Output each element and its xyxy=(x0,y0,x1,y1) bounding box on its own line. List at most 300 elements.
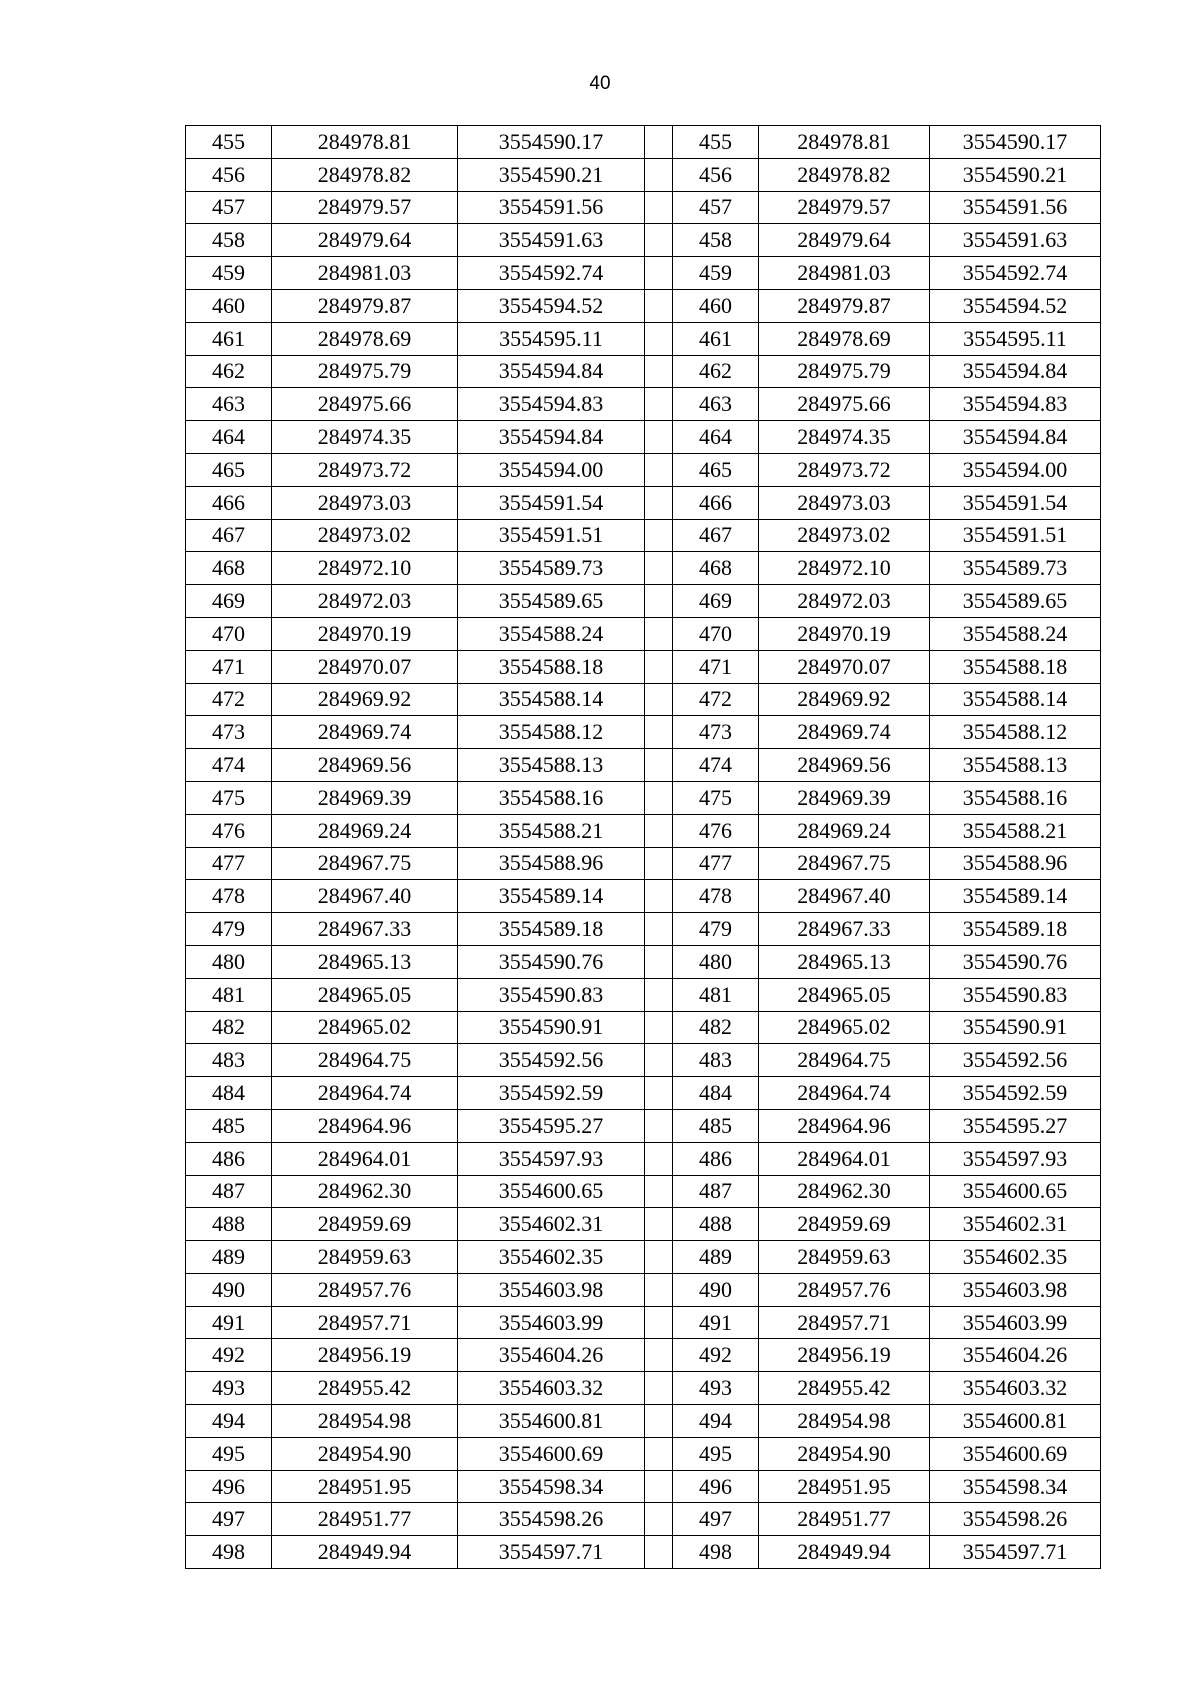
y-coordinate-cell: 3554589.18 xyxy=(930,913,1101,946)
spacer-cell xyxy=(645,617,673,650)
spacer-cell xyxy=(645,1011,673,1044)
point-number-cell: 494 xyxy=(186,1405,272,1438)
x-coordinate-cell: 284956.19 xyxy=(272,1339,458,1372)
table-row xyxy=(186,847,1101,880)
point-number-cell: 486 xyxy=(673,1142,759,1175)
x-coordinate-cell: 284967.75 xyxy=(759,847,930,880)
spacer-cell xyxy=(645,355,673,388)
y-coordinate-cell: 3554597.93 xyxy=(930,1142,1101,1175)
table-row xyxy=(186,1536,1101,1569)
x-coordinate-cell: 284957.76 xyxy=(272,1273,458,1306)
x-coordinate-cell: 284951.95 xyxy=(759,1470,930,1503)
point-number-cell: 473 xyxy=(673,716,759,749)
point-number-cell: 471 xyxy=(186,650,272,683)
y-coordinate-cell: 3554604.26 xyxy=(458,1339,645,1372)
point-number-cell: 477 xyxy=(673,847,759,880)
y-coordinate-cell: 3554603.99 xyxy=(458,1306,645,1339)
spacer-cell xyxy=(645,880,673,913)
x-coordinate-cell: 284972.03 xyxy=(759,585,930,618)
x-coordinate-cell: 284954.98 xyxy=(759,1405,930,1438)
spacer-cell xyxy=(645,552,673,585)
spacer-cell xyxy=(645,257,673,290)
y-coordinate-cell: 3554588.14 xyxy=(930,683,1101,716)
spacer-cell xyxy=(645,814,673,847)
page-number: 40 xyxy=(589,73,611,94)
y-coordinate-cell: 3554589.73 xyxy=(930,552,1101,585)
x-coordinate-cell: 284964.01 xyxy=(272,1142,458,1175)
x-coordinate-cell: 284975.66 xyxy=(272,388,458,421)
y-coordinate-cell: 3554588.96 xyxy=(930,847,1101,880)
point-number-cell: 482 xyxy=(673,1011,759,1044)
y-coordinate-cell: 3554594.52 xyxy=(930,289,1101,322)
table-row xyxy=(186,126,1101,159)
table-row xyxy=(186,1437,1101,1470)
y-coordinate-cell: 3554603.98 xyxy=(930,1273,1101,1306)
y-coordinate-cell: 3554590.83 xyxy=(930,978,1101,1011)
point-number-cell: 463 xyxy=(673,388,759,421)
y-coordinate-cell: 3554602.35 xyxy=(930,1241,1101,1274)
x-coordinate-cell: 284978.69 xyxy=(272,322,458,355)
x-coordinate-cell: 284973.03 xyxy=(759,486,930,519)
spacer-cell xyxy=(645,1372,673,1405)
x-coordinate-cell: 284979.64 xyxy=(272,224,458,257)
x-coordinate-cell: 284969.92 xyxy=(759,683,930,716)
point-number-cell: 478 xyxy=(673,880,759,913)
y-coordinate-cell: 3554600.65 xyxy=(458,1175,645,1208)
spacer-cell xyxy=(645,421,673,454)
y-coordinate-cell: 3554594.83 xyxy=(930,388,1101,421)
y-coordinate-cell: 3554595.27 xyxy=(458,1109,645,1142)
x-coordinate-cell: 284964.74 xyxy=(272,1077,458,1110)
x-coordinate-cell: 284972.10 xyxy=(759,552,930,585)
point-number-cell: 483 xyxy=(673,1044,759,1077)
table-row xyxy=(186,224,1101,257)
point-number-cell: 467 xyxy=(673,519,759,552)
point-number-cell: 486 xyxy=(186,1142,272,1175)
x-coordinate-cell: 284955.42 xyxy=(272,1372,458,1405)
y-coordinate-cell: 3554594.52 xyxy=(458,289,645,322)
y-coordinate-cell: 3554597.93 xyxy=(458,1142,645,1175)
x-coordinate-cell: 284956.19 xyxy=(759,1339,930,1372)
point-number-cell: 474 xyxy=(673,749,759,782)
spacer-cell xyxy=(645,191,673,224)
x-coordinate-cell: 284949.94 xyxy=(759,1536,930,1569)
x-coordinate-cell: 284970.19 xyxy=(272,617,458,650)
spacer-cell xyxy=(645,1241,673,1274)
y-coordinate-cell: 3554591.51 xyxy=(458,519,645,552)
point-number-cell: 484 xyxy=(673,1077,759,1110)
x-coordinate-cell: 284973.03 xyxy=(272,486,458,519)
table-row xyxy=(186,978,1101,1011)
table-row xyxy=(186,1142,1101,1175)
y-coordinate-cell: 3554588.18 xyxy=(458,650,645,683)
y-coordinate-cell: 3554588.21 xyxy=(930,814,1101,847)
y-coordinate-cell: 3554590.76 xyxy=(458,945,645,978)
y-coordinate-cell: 3554588.24 xyxy=(458,617,645,650)
table-row xyxy=(186,1109,1101,1142)
point-number-cell: 497 xyxy=(673,1503,759,1536)
x-coordinate-cell: 284972.10 xyxy=(272,552,458,585)
point-number-cell: 466 xyxy=(186,486,272,519)
x-coordinate-cell: 284978.82 xyxy=(272,158,458,191)
x-coordinate-cell: 284965.02 xyxy=(272,1011,458,1044)
table-row xyxy=(186,913,1101,946)
x-coordinate-cell: 284969.24 xyxy=(759,814,930,847)
point-number-cell: 496 xyxy=(186,1470,272,1503)
x-coordinate-cell: 284978.81 xyxy=(272,126,458,159)
y-coordinate-cell: 3554589.73 xyxy=(458,552,645,585)
spacer-cell xyxy=(645,650,673,683)
table-row xyxy=(186,158,1101,191)
table-row xyxy=(186,1470,1101,1503)
y-coordinate-cell: 3554594.84 xyxy=(930,421,1101,454)
x-coordinate-cell: 284959.69 xyxy=(272,1208,458,1241)
y-coordinate-cell: 3554603.32 xyxy=(458,1372,645,1405)
point-number-cell: 497 xyxy=(186,1503,272,1536)
y-coordinate-cell: 3554595.27 xyxy=(930,1109,1101,1142)
x-coordinate-cell: 284974.35 xyxy=(272,421,458,454)
y-coordinate-cell: 3554590.83 xyxy=(458,978,645,1011)
spacer-cell xyxy=(645,683,673,716)
point-number-cell: 482 xyxy=(186,1011,272,1044)
y-coordinate-cell: 3554589.65 xyxy=(458,585,645,618)
y-coordinate-cell: 3554594.84 xyxy=(458,421,645,454)
point-number-cell: 493 xyxy=(673,1372,759,1405)
x-coordinate-cell: 284967.33 xyxy=(759,913,930,946)
y-coordinate-cell: 3554591.63 xyxy=(930,224,1101,257)
point-number-cell: 472 xyxy=(186,683,272,716)
y-coordinate-cell: 3554594.00 xyxy=(458,453,645,486)
table-row xyxy=(186,1306,1101,1339)
spacer-cell xyxy=(645,781,673,814)
x-coordinate-cell: 284959.63 xyxy=(759,1241,930,1274)
y-coordinate-cell: 3554602.31 xyxy=(930,1208,1101,1241)
x-coordinate-cell: 284972.03 xyxy=(272,585,458,618)
table-row xyxy=(186,585,1101,618)
y-coordinate-cell: 3554590.76 xyxy=(930,945,1101,978)
y-coordinate-cell: 3554591.54 xyxy=(458,486,645,519)
table-row xyxy=(186,322,1101,355)
x-coordinate-cell: 284957.71 xyxy=(272,1306,458,1339)
x-coordinate-cell: 284973.72 xyxy=(272,453,458,486)
y-coordinate-cell: 3554590.91 xyxy=(930,1011,1101,1044)
y-coordinate-cell: 3554592.56 xyxy=(458,1044,645,1077)
point-number-cell: 456 xyxy=(186,158,272,191)
x-coordinate-cell: 284949.94 xyxy=(272,1536,458,1569)
x-coordinate-cell: 284969.74 xyxy=(272,716,458,749)
point-number-cell: 461 xyxy=(186,322,272,355)
y-coordinate-cell: 3554591.63 xyxy=(458,224,645,257)
point-number-cell: 470 xyxy=(186,617,272,650)
table-row xyxy=(186,1044,1101,1077)
table-row xyxy=(186,1503,1101,1536)
spacer-cell xyxy=(645,1175,673,1208)
y-coordinate-cell: 3554590.17 xyxy=(930,126,1101,159)
point-number-cell: 460 xyxy=(673,289,759,322)
point-number-cell: 476 xyxy=(186,814,272,847)
table-row xyxy=(186,191,1101,224)
point-number-cell: 469 xyxy=(186,585,272,618)
point-number-cell: 489 xyxy=(673,1241,759,1274)
point-number-cell: 468 xyxy=(673,552,759,585)
y-coordinate-cell: 3554604.26 xyxy=(930,1339,1101,1372)
y-coordinate-cell: 3554589.14 xyxy=(458,880,645,913)
y-coordinate-cell: 3554598.26 xyxy=(930,1503,1101,1536)
table-row xyxy=(186,716,1101,749)
x-coordinate-cell: 284965.13 xyxy=(272,945,458,978)
point-number-cell: 493 xyxy=(186,1372,272,1405)
x-coordinate-cell: 284970.19 xyxy=(759,617,930,650)
y-coordinate-cell: 3554600.65 xyxy=(930,1175,1101,1208)
x-coordinate-cell: 284964.75 xyxy=(272,1044,458,1077)
table-row xyxy=(186,1208,1101,1241)
point-number-cell: 462 xyxy=(186,355,272,388)
x-coordinate-cell: 284965.05 xyxy=(272,978,458,1011)
point-number-cell: 455 xyxy=(673,126,759,159)
point-number-cell: 469 xyxy=(673,585,759,618)
spacer-cell xyxy=(645,1142,673,1175)
point-number-cell: 479 xyxy=(673,913,759,946)
point-number-cell: 475 xyxy=(186,781,272,814)
spacer-cell xyxy=(645,224,673,257)
coordinate-table xyxy=(185,125,1101,1569)
y-coordinate-cell: 3554600.81 xyxy=(930,1405,1101,1438)
point-number-cell: 465 xyxy=(673,453,759,486)
y-coordinate-cell: 3554591.56 xyxy=(930,191,1101,224)
point-number-cell: 457 xyxy=(186,191,272,224)
x-coordinate-cell: 284951.77 xyxy=(272,1503,458,1536)
point-number-cell: 455 xyxy=(186,126,272,159)
y-coordinate-cell: 3554588.14 xyxy=(458,683,645,716)
point-number-cell: 483 xyxy=(186,1044,272,1077)
point-number-cell: 480 xyxy=(673,945,759,978)
y-coordinate-cell: 3554590.21 xyxy=(930,158,1101,191)
point-number-cell: 458 xyxy=(673,224,759,257)
table-row xyxy=(186,552,1101,585)
x-coordinate-cell: 284962.30 xyxy=(272,1175,458,1208)
y-coordinate-cell: 3554594.00 xyxy=(930,453,1101,486)
x-coordinate-cell: 284954.90 xyxy=(272,1437,458,1470)
point-number-cell: 492 xyxy=(186,1339,272,1372)
x-coordinate-cell: 284967.75 xyxy=(272,847,458,880)
point-number-cell: 459 xyxy=(186,257,272,290)
table-row xyxy=(186,453,1101,486)
x-coordinate-cell: 284973.02 xyxy=(759,519,930,552)
y-coordinate-cell: 3554588.16 xyxy=(930,781,1101,814)
point-number-cell: 459 xyxy=(673,257,759,290)
point-number-cell: 465 xyxy=(186,453,272,486)
y-coordinate-cell: 3554590.91 xyxy=(458,1011,645,1044)
x-coordinate-cell: 284979.87 xyxy=(759,289,930,322)
y-coordinate-cell: 3554597.71 xyxy=(930,1536,1101,1569)
x-coordinate-cell: 284951.95 xyxy=(272,1470,458,1503)
table-row xyxy=(186,1339,1101,1372)
x-coordinate-cell: 284975.66 xyxy=(759,388,930,421)
x-coordinate-cell: 284981.03 xyxy=(272,257,458,290)
x-coordinate-cell: 284964.96 xyxy=(759,1109,930,1142)
y-coordinate-cell: 3554602.31 xyxy=(458,1208,645,1241)
y-coordinate-cell: 3554591.54 xyxy=(930,486,1101,519)
point-number-cell: 480 xyxy=(186,945,272,978)
spacer-cell xyxy=(645,1044,673,1077)
y-coordinate-cell: 3554588.12 xyxy=(930,716,1101,749)
x-coordinate-cell: 284967.40 xyxy=(759,880,930,913)
spacer-cell xyxy=(645,1437,673,1470)
table-row xyxy=(186,781,1101,814)
x-coordinate-cell: 284962.30 xyxy=(759,1175,930,1208)
point-number-cell: 471 xyxy=(673,650,759,683)
x-coordinate-cell: 284964.74 xyxy=(759,1077,930,1110)
point-number-cell: 456 xyxy=(673,158,759,191)
spacer-cell xyxy=(645,519,673,552)
point-number-cell: 496 xyxy=(673,1470,759,1503)
y-coordinate-cell: 3554600.81 xyxy=(458,1405,645,1438)
x-coordinate-cell: 284969.39 xyxy=(759,781,930,814)
y-coordinate-cell: 3554588.21 xyxy=(458,814,645,847)
y-coordinate-cell: 3554589.18 xyxy=(458,913,645,946)
y-coordinate-cell: 3554594.83 xyxy=(458,388,645,421)
spacer-cell xyxy=(645,1273,673,1306)
x-coordinate-cell: 284969.92 xyxy=(272,683,458,716)
x-coordinate-cell: 284967.40 xyxy=(272,880,458,913)
coordinate-table-body xyxy=(186,126,1101,1569)
spacer-cell xyxy=(645,126,673,159)
y-coordinate-cell: 3554595.11 xyxy=(930,322,1101,355)
x-coordinate-cell: 284979.87 xyxy=(272,289,458,322)
point-number-cell: 463 xyxy=(186,388,272,421)
point-number-cell: 477 xyxy=(186,847,272,880)
y-coordinate-cell: 3554588.18 xyxy=(930,650,1101,683)
table-row xyxy=(186,1077,1101,1110)
point-number-cell: 488 xyxy=(673,1208,759,1241)
point-number-cell: 478 xyxy=(186,880,272,913)
y-coordinate-cell: 3554592.59 xyxy=(930,1077,1101,1110)
spacer-cell xyxy=(645,1503,673,1536)
table-row xyxy=(186,355,1101,388)
spacer-cell xyxy=(645,1109,673,1142)
x-coordinate-cell: 284975.79 xyxy=(272,355,458,388)
y-coordinate-cell: 3554589.14 xyxy=(930,880,1101,913)
spacer-cell xyxy=(645,1405,673,1438)
table-row xyxy=(186,1372,1101,1405)
x-coordinate-cell: 284954.90 xyxy=(759,1437,930,1470)
x-coordinate-cell: 284979.57 xyxy=(759,191,930,224)
y-coordinate-cell: 3554592.74 xyxy=(930,257,1101,290)
table-row xyxy=(186,519,1101,552)
y-coordinate-cell: 3554598.34 xyxy=(458,1470,645,1503)
table-row xyxy=(186,617,1101,650)
x-coordinate-cell: 284978.82 xyxy=(759,158,930,191)
point-number-cell: 498 xyxy=(673,1536,759,1569)
point-number-cell: 489 xyxy=(186,1241,272,1274)
y-coordinate-cell: 3554595.11 xyxy=(458,322,645,355)
x-coordinate-cell: 284965.13 xyxy=(759,945,930,978)
point-number-cell: 467 xyxy=(186,519,272,552)
spacer-cell xyxy=(645,978,673,1011)
point-number-cell: 491 xyxy=(673,1306,759,1339)
table-row xyxy=(186,1405,1101,1438)
x-coordinate-cell: 284967.33 xyxy=(272,913,458,946)
y-coordinate-cell: 3554592.74 xyxy=(458,257,645,290)
spacer-cell xyxy=(645,913,673,946)
y-coordinate-cell: 3554603.98 xyxy=(458,1273,645,1306)
y-coordinate-cell: 3554590.17 xyxy=(458,126,645,159)
y-coordinate-cell: 3554603.99 xyxy=(930,1306,1101,1339)
spacer-cell xyxy=(645,1306,673,1339)
spacer-cell xyxy=(645,158,673,191)
spacer-cell xyxy=(645,716,673,749)
x-coordinate-cell: 284981.03 xyxy=(759,257,930,290)
y-coordinate-cell: 3554590.21 xyxy=(458,158,645,191)
point-number-cell: 464 xyxy=(673,421,759,454)
point-number-cell: 487 xyxy=(186,1175,272,1208)
table-row xyxy=(186,421,1101,454)
y-coordinate-cell: 3554598.34 xyxy=(930,1470,1101,1503)
point-number-cell: 490 xyxy=(186,1273,272,1306)
point-number-cell: 472 xyxy=(673,683,759,716)
x-coordinate-cell: 284964.01 xyxy=(759,1142,930,1175)
x-coordinate-cell: 284970.07 xyxy=(759,650,930,683)
x-coordinate-cell: 284970.07 xyxy=(272,650,458,683)
x-coordinate-cell: 284969.74 xyxy=(759,716,930,749)
point-number-cell: 492 xyxy=(673,1339,759,1372)
x-coordinate-cell: 284959.69 xyxy=(759,1208,930,1241)
point-number-cell: 498 xyxy=(186,1536,272,1569)
y-coordinate-cell: 3554592.59 xyxy=(458,1077,645,1110)
point-number-cell: 488 xyxy=(186,1208,272,1241)
spacer-cell xyxy=(645,388,673,421)
table-row xyxy=(186,1273,1101,1306)
table-row xyxy=(186,1175,1101,1208)
x-coordinate-cell: 284965.05 xyxy=(759,978,930,1011)
spacer-cell xyxy=(645,322,673,355)
table-row xyxy=(186,388,1101,421)
point-number-cell: 485 xyxy=(186,1109,272,1142)
point-number-cell: 495 xyxy=(186,1437,272,1470)
y-coordinate-cell: 3554600.69 xyxy=(930,1437,1101,1470)
y-coordinate-cell: 3554591.51 xyxy=(930,519,1101,552)
x-coordinate-cell: 284954.98 xyxy=(272,1405,458,1438)
x-coordinate-cell: 284965.02 xyxy=(759,1011,930,1044)
table-row xyxy=(186,486,1101,519)
x-coordinate-cell: 284957.76 xyxy=(759,1273,930,1306)
table-row xyxy=(186,650,1101,683)
y-coordinate-cell: 3554591.56 xyxy=(458,191,645,224)
point-number-cell: 466 xyxy=(673,486,759,519)
table-row xyxy=(186,1241,1101,1274)
point-number-cell: 485 xyxy=(673,1109,759,1142)
point-number-cell: 464 xyxy=(186,421,272,454)
x-coordinate-cell: 284964.75 xyxy=(759,1044,930,1077)
x-coordinate-cell: 284979.64 xyxy=(759,224,930,257)
spacer-cell xyxy=(645,1339,673,1372)
point-number-cell: 461 xyxy=(673,322,759,355)
y-coordinate-cell: 3554589.65 xyxy=(930,585,1101,618)
y-coordinate-cell: 3554592.56 xyxy=(930,1044,1101,1077)
x-coordinate-cell: 284969.56 xyxy=(272,749,458,782)
point-number-cell: 484 xyxy=(186,1077,272,1110)
point-number-cell: 457 xyxy=(673,191,759,224)
point-number-cell: 479 xyxy=(186,913,272,946)
spacer-cell xyxy=(645,585,673,618)
y-coordinate-cell: 3554594.84 xyxy=(930,355,1101,388)
point-number-cell: 475 xyxy=(673,781,759,814)
point-number-cell: 481 xyxy=(673,978,759,1011)
y-coordinate-cell: 3554602.35 xyxy=(458,1241,645,1274)
point-number-cell: 495 xyxy=(673,1437,759,1470)
x-coordinate-cell: 284975.79 xyxy=(759,355,930,388)
y-coordinate-cell: 3554588.13 xyxy=(930,749,1101,782)
